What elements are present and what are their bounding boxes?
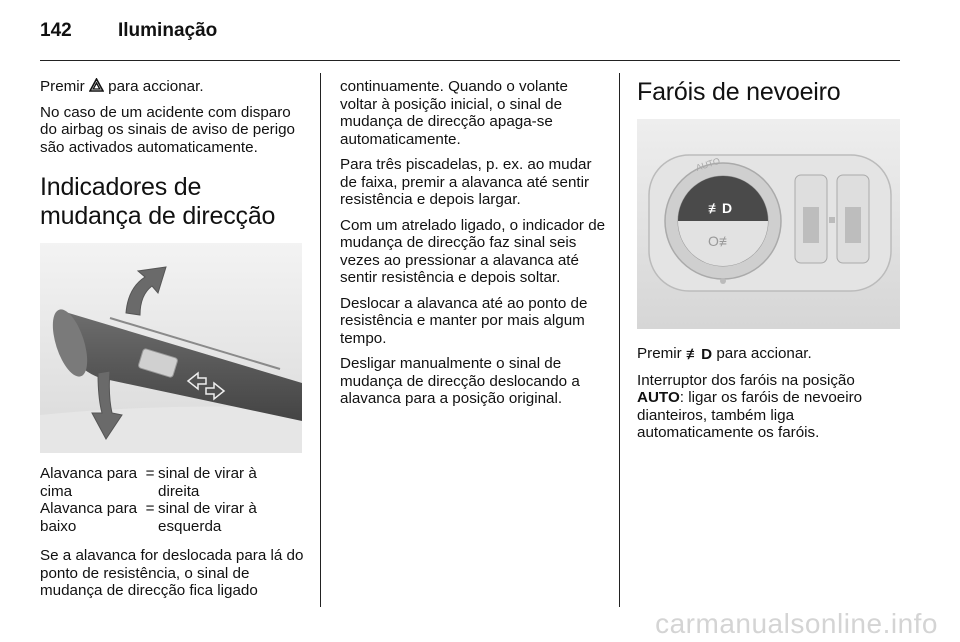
svg-text:≢D: ≢D [708, 200, 733, 216]
turn-signal-lever-illustration [40, 243, 302, 453]
turn-signal-heading: Indicadores de mudança de direcção [40, 173, 276, 230]
col2-paragraph-5: Desligar manualmente o sinal de mudança de direcção deslocando a alavanca para a posição original. [340, 355, 580, 407]
column-1 [40, 78, 306, 608]
fog-lights-heading: Faróis de nevoeiro [637, 78, 841, 106]
fog-text-before: Premir [637, 345, 686, 362]
page-title: Iluminação [118, 20, 218, 41]
definitions-table [40, 465, 302, 535]
fog-auto-text-before: Interruptor dos faróis na posição [637, 371, 855, 389]
column-divider-2 [619, 73, 620, 607]
fog-auto-paragraph [637, 372, 905, 442]
auto-label: AUTO [694, 155, 722, 173]
col2-paragraph-4: Deslocar a alavanca até ao ponto de resistência e manter por mais algum tempo. [340, 294, 588, 347]
lever-paragraph: Se a alavanca for deslocada para lá do ponto de resistência, o sinal de mudança de direcção fica ligado [40, 547, 304, 599]
definition-row [40, 465, 302, 500]
column-3 [637, 78, 905, 450]
definition-equals: = [145, 465, 155, 482]
hazard-text-before: Premir [40, 78, 89, 95]
hazard-text-after: para accionar. [103, 78, 204, 95]
definition-equals: = [145, 500, 155, 517]
col2-paragraph-2: Para três piscadelas, p. ex. ao mudar de faixa, premir a alavanca até sentir resistência e depois largar. [340, 156, 592, 208]
definition-desc: sinal de virar à direita [158, 465, 257, 500]
watermark: carmanualsonline.info [655, 608, 938, 639]
hazard-paragraph [40, 78, 306, 96]
fog-text-after: para accionar. [712, 345, 812, 362]
auto-keyword: AUTO [637, 389, 680, 406]
airbag-paragraph: No caso de um acidente com disparo do airbag os sinais de aviso de perigo são activados automaticamente. [40, 103, 295, 156]
column-2 [340, 78, 606, 416]
fog-auto-text-after: : ligar os faróis de nevoeiro dianteiros, também liga automaticamente os faróis. [637, 389, 863, 441]
col2-paragraph-3: Com um atrelado ligado, o indicador de mudança de direcção faz sinal seis vezes ao pressionar a alavanca até sentir resistência e depois soltar. [340, 216, 606, 286]
definition-row [40, 500, 302, 535]
hazard-warning-icon [89, 78, 104, 92]
front-fog-light-icon: ≢D [685, 346, 713, 363]
svg-text:O≢: O≢ [708, 233, 733, 249]
column-divider-1 [320, 73, 321, 607]
page-header [40, 20, 217, 46]
definition-term: Alavanca para baixo [40, 500, 138, 535]
header-rule [40, 60, 900, 61]
definition-term: Alavanca para cima [40, 465, 138, 500]
fog-press-paragraph [637, 345, 905, 364]
fog-light-switch-illustration [637, 119, 900, 329]
col2-paragraph-1: continuamente. Quando o volante voltar à posição inicial, o sinal de mudança de direcção apaga-se automaticamente. [340, 78, 568, 148]
definition-desc: sinal de virar à esquerda [158, 500, 257, 535]
page-number: 142 [40, 20, 72, 41]
